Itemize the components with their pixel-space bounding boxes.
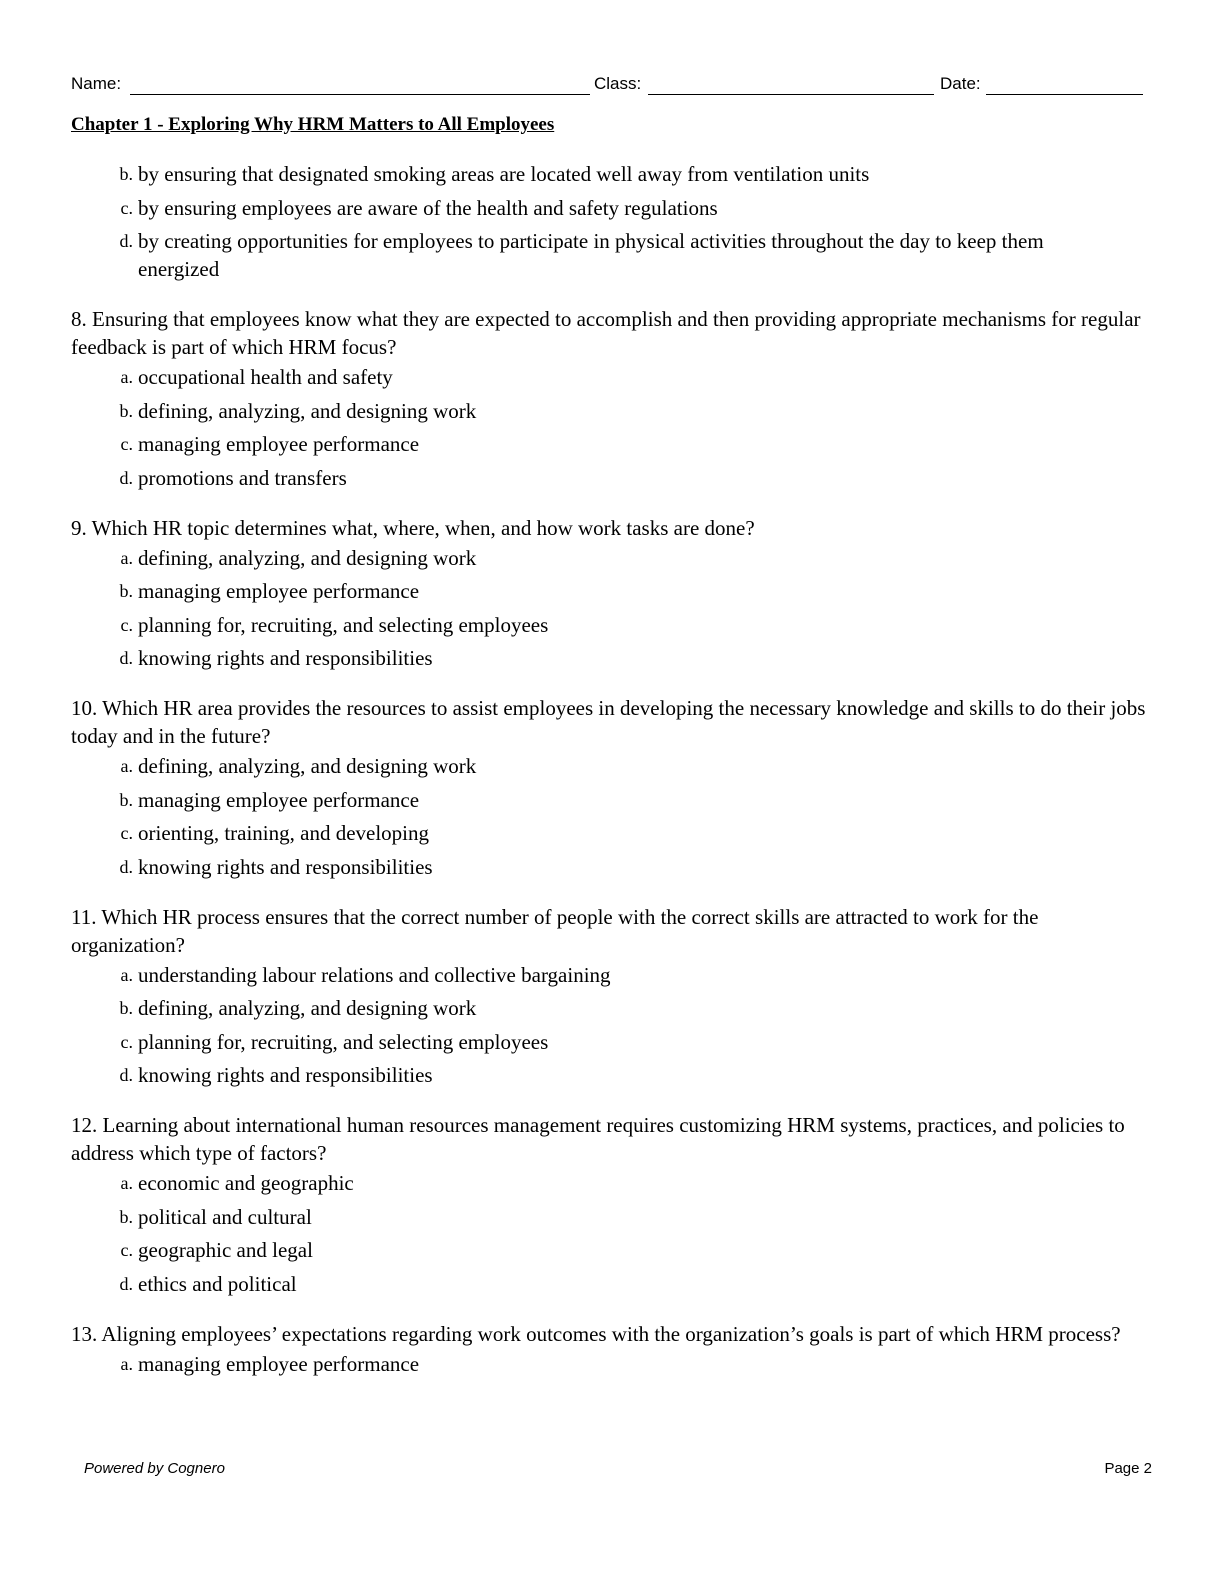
option-letter: c.	[120, 614, 133, 635]
option-letter: a.	[120, 964, 133, 985]
answer-option	[71, 1028, 1146, 1056]
option-list	[71, 1169, 1146, 1298]
option-letter: a.	[120, 756, 133, 776]
option-letter: b.	[119, 789, 133, 810]
option-list	[71, 160, 1146, 283]
question-10	[71, 694, 1146, 881]
answer-option	[71, 819, 1146, 847]
option-text: political and cultural	[138, 1204, 312, 1229]
option-text: planning for, recruiting, and selecting employees	[138, 1029, 549, 1054]
question-stem: 12. Learning about international human resources management requires customizing HRM systems, practices, and policies to address which type of factors?	[71, 1113, 1125, 1165]
option-text: defining, analyzing, and designing work	[138, 545, 477, 570]
answer-option	[71, 752, 1146, 780]
option-list	[71, 1350, 1146, 1378]
answer-option	[71, 194, 1146, 222]
option-text: planning for, recruiting, and selecting employees	[138, 612, 549, 637]
answer-option	[71, 1270, 1146, 1298]
answer-option	[71, 961, 1146, 989]
name-blank	[130, 94, 590, 95]
answer-option	[71, 464, 1146, 492]
option-text: managing employee performance	[138, 1351, 420, 1376]
option-letter: b.	[119, 164, 133, 184]
option-text: defining, analyzing, and designing work	[138, 398, 477, 423]
option-text: managing employee performance	[138, 579, 420, 603]
option-text: managing employee performance	[138, 432, 420, 456]
option-list	[71, 752, 1146, 881]
option-text: promotions and transfers	[138, 465, 347, 490]
answer-option	[71, 1236, 1146, 1264]
option-letter: a.	[120, 1353, 133, 1374]
date-label: Date:	[940, 74, 981, 93]
question-stem: 9. Which HR topic determines what, where, when, and how work tasks are done?	[71, 515, 755, 540]
answer-option	[71, 544, 1146, 572]
option-letter: c.	[120, 1031, 133, 1052]
question-stem: 11. Which HR process ensures that the correct number of people with the correct skills are attracted to work for the organization?	[71, 904, 1039, 957]
option-text: knowing rights and responsibilities	[138, 854, 433, 879]
option-letter: d.	[119, 648, 133, 668]
answer-option	[71, 1203, 1146, 1231]
answer-option	[71, 397, 1146, 425]
option-text: defining, analyzing, and designing work	[138, 754, 477, 778]
option-letter: d.	[119, 467, 133, 488]
question-8	[71, 305, 1146, 492]
option-letter: b.	[119, 1206, 133, 1227]
question-9	[71, 514, 1146, 673]
continued-question	[71, 160, 1146, 283]
answer-option	[71, 786, 1146, 814]
option-text: geographic and legal	[138, 1238, 313, 1262]
option-list	[71, 961, 1146, 1090]
student-info-header	[71, 70, 1143, 98]
powered-by-footer: Powered by Cognero	[84, 1460, 225, 1477]
class-blank	[648, 94, 934, 95]
option-letter: a.	[120, 547, 133, 568]
option-text: economic and geographic	[138, 1171, 354, 1195]
option-letter: b.	[119, 998, 133, 1018]
answer-option	[71, 1061, 1146, 1089]
chapter-title: Chapter 1 - Exploring Why HRM Matters to All Employees	[71, 114, 555, 135]
question-content	[71, 160, 1146, 1400]
option-text: ethics and political	[138, 1271, 297, 1296]
question-stem: 13. Aligning employees’ expectations regarding work outcomes with the organization’s goals is part of which HRM process?	[71, 1321, 1121, 1346]
option-text: by ensuring employees are aware of the health and safety regulations	[138, 195, 718, 220]
question-stem: 8. Ensuring that employees know what they are expected to accomplish and then providing appropriate mechanisms for regular feedback is part of which HRM focus?	[71, 307, 1141, 359]
question-11	[71, 903, 1146, 1090]
answer-option	[71, 227, 1146, 283]
option-text: understanding labour relations and collective bargaining	[138, 962, 611, 987]
option-letter: c.	[120, 434, 133, 454]
option-text: knowing rights and responsibilities	[138, 1063, 433, 1087]
class-label: Class:	[594, 74, 642, 93]
question-stem: 10. Which HR area provides the resources to assist employees in developing the necessary knowledge and skills to do their jobs today and in the future?	[71, 696, 1146, 748]
option-letter: d.	[119, 231, 133, 251]
option-letter: b.	[119, 400, 133, 421]
option-text: knowing rights and responsibilities	[138, 646, 433, 670]
option-list	[71, 363, 1146, 492]
answer-option	[71, 160, 1146, 188]
answer-option	[71, 1350, 1146, 1378]
answer-option	[71, 363, 1146, 391]
option-list	[71, 544, 1146, 673]
option-text: orienting, training, and developing	[138, 821, 430, 845]
name-label: Name:	[71, 74, 122, 93]
option-text: by creating opportunities for employees to participate in physical activities throughout the day to keep them energized	[138, 229, 1044, 281]
question-13	[71, 1320, 1146, 1378]
answer-option	[71, 611, 1146, 639]
option-letter: c.	[120, 1240, 133, 1260]
option-letter: a.	[120, 367, 133, 387]
option-letter: b.	[119, 581, 133, 601]
answer-option	[71, 853, 1146, 881]
option-text: managing employee performance	[138, 787, 420, 812]
date-blank	[986, 94, 1143, 95]
option-text: occupational health and safety	[138, 365, 393, 389]
option-letter: d.	[119, 856, 133, 877]
option-letter: d.	[119, 1273, 133, 1294]
answer-option	[71, 994, 1146, 1022]
option-letter: a.	[120, 1173, 133, 1193]
answer-option	[71, 644, 1146, 672]
option-letter: c.	[120, 823, 133, 843]
option-letter: d.	[119, 1065, 133, 1085]
question-12	[71, 1111, 1146, 1298]
answer-option	[71, 430, 1146, 458]
page-number: Page 2	[1104, 1460, 1152, 1477]
option-text: defining, analyzing, and designing work	[138, 996, 477, 1020]
option-letter: c.	[120, 197, 133, 218]
option-text: by ensuring that designated smoking areas are located well away from ventilation units	[138, 162, 870, 186]
answer-option	[71, 1169, 1146, 1197]
answer-option	[71, 577, 1146, 605]
